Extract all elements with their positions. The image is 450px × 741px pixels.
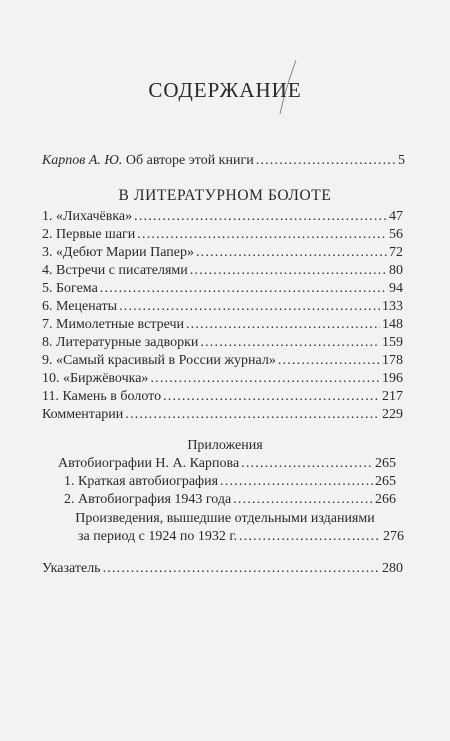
entry-label: 1. Краткая автобиография <box>64 474 219 489</box>
page-number: 280 <box>382 561 403 576</box>
page-number: 229 <box>382 407 403 422</box>
toc-entry <box>42 388 403 406</box>
page-number: 276 <box>383 529 404 544</box>
dot-leader <box>278 352 380 370</box>
dot-leader <box>125 406 380 424</box>
entry-label: 1. «Лихачёвка» <box>42 209 133 224</box>
entry-label: 8. Литературные задворки <box>42 335 199 350</box>
entry-label: Автобиографии Н. А. Карпова <box>58 456 240 471</box>
dot-leader <box>134 208 387 226</box>
entry-label: 6. Меценаты <box>42 299 118 314</box>
intro-text: Об авторе этой книги <box>125 153 254 168</box>
dot-leader <box>239 528 381 546</box>
entry-label: Комментарии <box>42 407 124 422</box>
toc-entry <box>42 226 403 244</box>
page-number: 266 <box>375 492 396 507</box>
page-number: 265 <box>375 456 396 471</box>
toc-entry <box>42 334 403 352</box>
toc-entry <box>42 280 403 298</box>
entry-label: 2. Автобиография 1943 года <box>64 492 232 507</box>
page-title: СОДЕРЖАНИЕ <box>148 78 302 102</box>
toc-entry <box>42 370 403 388</box>
dot-leader <box>241 455 373 473</box>
dot-leader <box>150 370 380 388</box>
toc-entry-index <box>42 560 403 578</box>
dot-leader <box>256 152 396 170</box>
toc-entry-autobiographies <box>58 455 396 473</box>
toc-entry <box>42 298 403 316</box>
page-number: 94 <box>389 281 403 296</box>
dot-leader <box>119 298 380 316</box>
toc-entry <box>42 406 403 424</box>
dot-leader <box>103 560 380 578</box>
dot-leader <box>233 491 373 509</box>
dot-leader <box>200 334 380 352</box>
toc-entry-intro <box>42 152 405 170</box>
dot-leader <box>163 388 380 406</box>
works-heading-line1: Произведения, вышедшие отдельными изданиями <box>75 511 375 526</box>
toc-entry <box>42 244 403 262</box>
entry-label: за период с 1924 по 1932 г. <box>78 529 238 544</box>
toc-entry <box>42 208 403 226</box>
page-number: 148 <box>382 317 403 332</box>
toc-entry <box>42 316 403 334</box>
entry-label: 7. Мимолетные встречи <box>42 317 184 332</box>
page-number: 196 <box>382 371 403 386</box>
dot-leader <box>186 316 380 334</box>
page-number: 265 <box>375 474 396 489</box>
entry-label: 10. «Биржёвочка» <box>42 371 149 386</box>
dot-leader <box>196 244 387 262</box>
dot-leader <box>100 280 387 298</box>
appendix-heading: Приложения <box>187 438 263 453</box>
page-number: 72 <box>389 245 403 260</box>
page-number: 217 <box>382 389 403 404</box>
page-number: 5 <box>398 153 405 168</box>
dot-leader <box>220 473 373 491</box>
entry-label: Указатель <box>42 561 101 576</box>
toc-entry <box>42 352 403 370</box>
toc-entry-works <box>78 528 404 546</box>
entry-label: 3. «Дебют Марии Папер» <box>42 245 194 260</box>
section-title: В ЛИТЕРАТУРНОМ БОЛОТЕ <box>118 187 332 204</box>
toc-entry-autobiography-1943 <box>64 491 396 509</box>
page-number: 133 <box>382 299 403 314</box>
dot-leader <box>137 226 387 244</box>
entry-label: 11. Камень в болото <box>42 389 162 404</box>
toc-entry-short-autobiography <box>64 473 396 491</box>
page-number: 56 <box>389 227 403 242</box>
entry-label: 5. Богема <box>42 281 98 296</box>
intro-author: Карпов А. Ю. <box>42 153 123 168</box>
page-number: 80 <box>389 263 403 278</box>
toc-entry <box>42 262 403 280</box>
page-number: 159 <box>382 335 403 350</box>
entry-label: 4. Встречи с писателями <box>42 263 188 278</box>
entry-label: 9. «Самый красивый в России журнал» <box>42 353 276 368</box>
page-number: 47 <box>389 209 403 224</box>
page-number: 178 <box>382 353 403 368</box>
dot-leader <box>190 262 387 280</box>
entry-label: 2. Первые шаги <box>42 227 136 242</box>
